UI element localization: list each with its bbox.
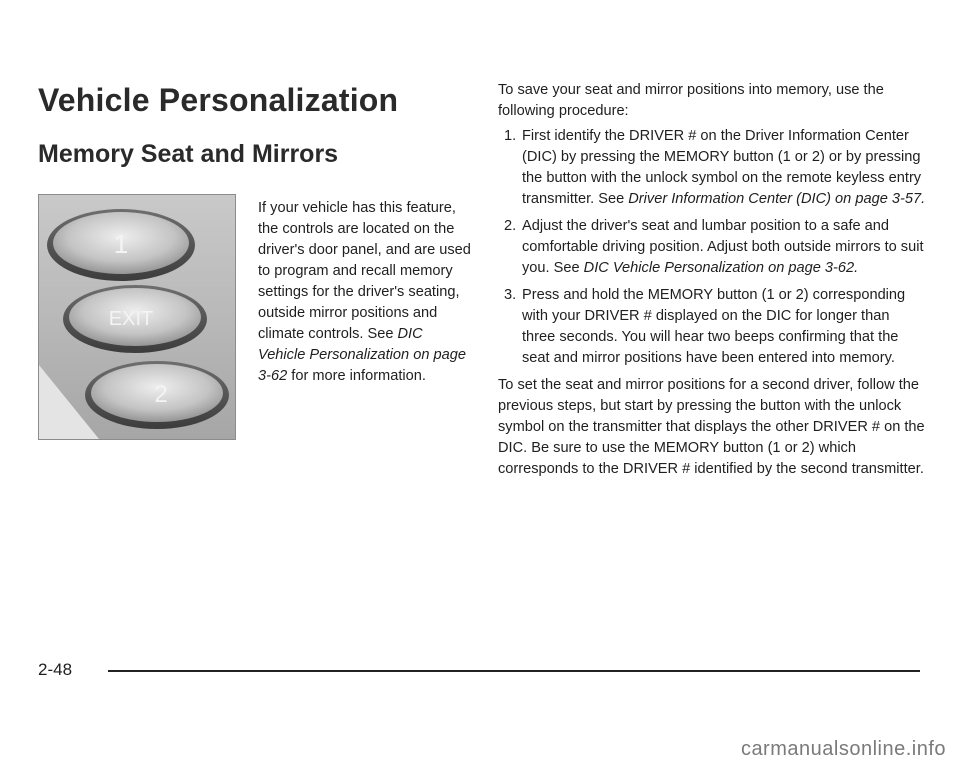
procedure-steps [498, 126, 926, 369]
procedure-step-3 [498, 285, 926, 369]
section-title: Vehicle Personalization [38, 82, 399, 118]
step-text: First identify the DRIVER # on the Driver Information Center (DIC) by pressing the MEMORY button (1 or 2) or by pressing the button with the unlock symbol on the remote keyless entry transmitter. See [522, 128, 922, 207]
intro-text: If your vehicle has this feature, the controls are located on the driver's door panel, and are used to program and recall memory settings for the driver's seating, outside mirror positions and climate controls. See [258, 200, 471, 342]
memory-buttons-illustration [39, 195, 235, 439]
procedure-intro: To save your seat and mirror positions into memory, use the following procedure: [498, 82, 884, 119]
step-number: 3. [504, 287, 517, 303]
memory-button-1-label: 1 [113, 229, 129, 259]
step-text: Adjust the driver's seat and lumbar position to a safe and comfortable driving position. Adjust both outside mirrors to suit you. See [522, 218, 924, 276]
intro-paragraph [258, 198, 474, 387]
exit-button-label: EXIT [108, 308, 154, 330]
memory-button-2 [85, 361, 229, 429]
memory-button-1 [47, 209, 195, 281]
memory-buttons-photo [38, 194, 236, 440]
step-number: 1. [504, 128, 517, 144]
page-number: 2-48 [38, 660, 73, 679]
footer-rule [108, 670, 920, 672]
intro-reference: DIC Vehicle Personalization on page 3-62 [258, 326, 466, 384]
exit-button [63, 285, 207, 353]
procedure-column [498, 80, 926, 484]
subsection-title: Memory Seat and Mirrors [38, 140, 339, 168]
second-driver-paragraph: To set the seat and mirror positions for a second driver, follow the previous steps, but start by pressing the button with the unlock symbol on the transmitter that displays the other DRIVER # on the DIC. Be sure to use the MEMORY button (1 or 2) which corresponds to the DRIVER # identified by the second transmitter. [498, 377, 925, 477]
procedure-step-2 [498, 216, 926, 279]
memory-button-2-label: 2 [154, 381, 168, 408]
step-number: 2. [504, 218, 517, 234]
step-reference: DIC Vehicle Personalization on page 3-62. [583, 260, 859, 276]
step-reference: Driver Information Center (DIC) on page 3-57. [628, 191, 926, 207]
step-text: Press and hold the MEMORY button (1 or 2) corresponding with your DRIVER # displayed on the DIC for longer than three seconds. You will hear two beeps confirming that the seat and mirror positions have been entered into memory. [522, 287, 906, 366]
procedure-step-1 [498, 126, 926, 210]
intro-text-end: for more information. [287, 368, 426, 384]
watermark: carmanualsonline.info [740, 738, 946, 760]
